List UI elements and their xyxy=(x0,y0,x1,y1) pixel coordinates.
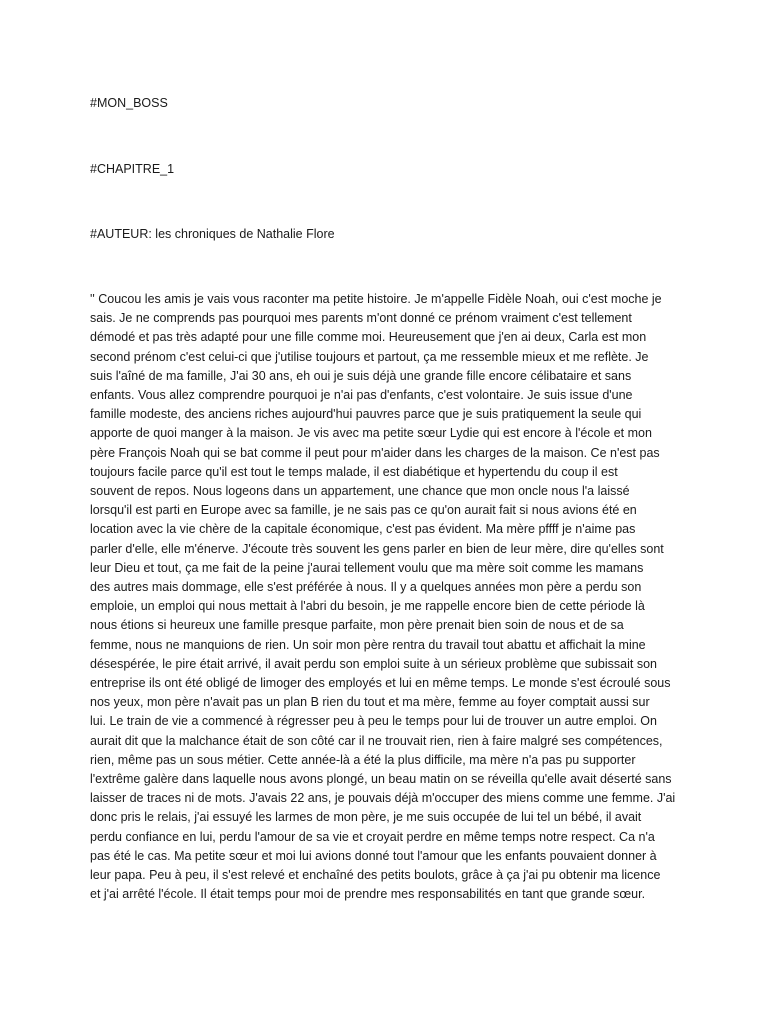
paragraph-line: apporte de quoi manger à la maison. Je vis avec ma petite sœur Lydie qui est encore à l'école et mon xyxy=(90,426,652,441)
paragraph-line: enfants. Vous allez comprendre pourquoi je n'ai pas d'enfants, c'est volontaire. Je suis issue d'une xyxy=(90,388,633,403)
paragraph-line: parler d'elle, elle m'énerve. J'écoute très souvent les gens parler en bien de leur mère, dire qu'elles sont xyxy=(90,541,664,556)
paragraph-line: donc pris le relais, j'ai essuyé les larmes de mon père, je me suis occupée de lui tel un bébé, il avait xyxy=(90,810,642,825)
paragraph-line: démodé et pas très adapté pour une fille comme moi. Heureusement que j'en ai deux, Carla est mon xyxy=(90,330,647,345)
paragraph-line: famille modeste, des anciens riches aujourd'hui pauvres parce que je suis pratiquement la seule qui xyxy=(90,407,642,422)
paragraph-line: nos yeux, mon père n'avait pas un plan B rien du tout et ma mère, femme au foyer comptait aussi sur xyxy=(90,695,650,710)
paragraph-line: rien, même pas un sous métier. Cette année-là a été la plus difficile, ma mère n'a pas pu supporter xyxy=(90,752,636,767)
paragraph-line: emploie, un emploi qui nous mettait à l'abri du besoin, je me rappelle encore bien de cette période là xyxy=(90,599,645,614)
paragraph-line: désespérée, le pire était arrivé, il avait perdu son emploi suite à un sérieux problème que subissait son xyxy=(90,656,657,671)
paragraph-line: lui. Le train de vie a commencé à régresser peu à peu le temps pour lui de trouver un autre emploi. On xyxy=(90,714,657,729)
title-hashtag: #MON_BOSS xyxy=(90,96,168,110)
paragraph-line: nous étions si heureux une famille presque parfaite, mon père prenait bien soin de nous et de sa xyxy=(90,618,624,633)
paragraph-line: sais. Je ne comprends pas pourquoi mes parents m'ont donné ce prénom vraiment c'est tellement xyxy=(90,311,632,326)
paragraph-line: leur papa. Peu à peu, il s'est relevé et enchaîné des petits boulots, grâce à ça j'ai pu obtenir ma licence xyxy=(90,868,661,883)
paragraph-line: père François Noah qui se bat comme il peut pour m'aider dans les charges de la maison. Ce n'est pas xyxy=(90,445,660,460)
paragraph-line: aurait dit que la malchance était de son côté car il ne trouvait rien, rien à faire malgré ses compétences, xyxy=(90,733,663,748)
paragraph-line: second prénom c'est celui-ci que j'utilise toujours et partout, ça me ressemble mieux et me reflète. Je xyxy=(90,349,649,364)
paragraph-line: et j'ai arrêté l'école. Il était temps pour moi de prendre mes responsabilités en tant que grande sœur. xyxy=(90,887,646,902)
paragraph-line: lorsqu'il est parti en Europe avec sa famille, je ne sais pas ce qu'on aurait fait si nous avions été en xyxy=(90,503,637,518)
author-hashtag: #AUTEUR: les chroniques de Nathalie Flore xyxy=(90,227,335,241)
paragraph-line: pas été le cas. Ma petite sœur et moi lui avions donné tout l'amour que les enfants pouvaient donner à xyxy=(90,848,657,863)
paragraph-line: perdu confiance en lui, perdu l'amour de sa vie et croyait perdre en même temps notre respect. Ca n'a xyxy=(90,829,655,844)
paragraph-line: l'extrême galère dans laquelle nous avons plongé, un beau matin on se réveilla qu'elle avait déserté sans xyxy=(90,772,672,787)
paragraph-line: leur Dieu et tout, ça me fait de la peine j'aurai tellement voulu que ma mère soit comme les mamans xyxy=(90,560,644,575)
paragraph-line: des autres mais dommage, elle s'est préférée à nous. Il y a quelques années mon père a perdu son xyxy=(90,580,642,595)
paragraph-line: souvent de repos. Nous logeons dans un appartement, une chance que mon oncle nous l'a laissé xyxy=(90,484,630,499)
paragraph-line: location avec la vie chère de la capitale économique, c'est pas évident. Ma mère pffff je n'aime pas xyxy=(90,522,636,537)
paragraph-line: laisser de traces ni de mots. J'avais 22 ans, je pouvais déjà m'occuper des miens comme une femme. J'ai xyxy=(90,791,676,806)
paragraph-line: toujours facile parce qu'il est tout le temps malade, il est diabétique et hypertendu du coup il est xyxy=(90,464,618,479)
paragraph-line: '' Coucou les amis je vais vous raconter ma petite histoire. Je m'appelle Fidèle Noah, oui c'est moche je xyxy=(90,292,662,306)
story-paragraph xyxy=(90,290,684,905)
paragraph-line: femme, nous ne manquions de rien. Un soir mon père rentra du travail tout abattu et affichait la mine xyxy=(90,637,646,652)
paragraph-line: entreprise ils ont été obligé de limoger des employés et lui en même temps. Le monde s'est écroulé sous xyxy=(90,676,671,691)
paragraph-line: suis l'aîné de ma famille, J'ai 30 ans, eh oui je suis déjà une grande fille encore célibataire et sans xyxy=(90,368,632,383)
chapter-hashtag: #CHAPITRE_1 xyxy=(90,162,175,176)
